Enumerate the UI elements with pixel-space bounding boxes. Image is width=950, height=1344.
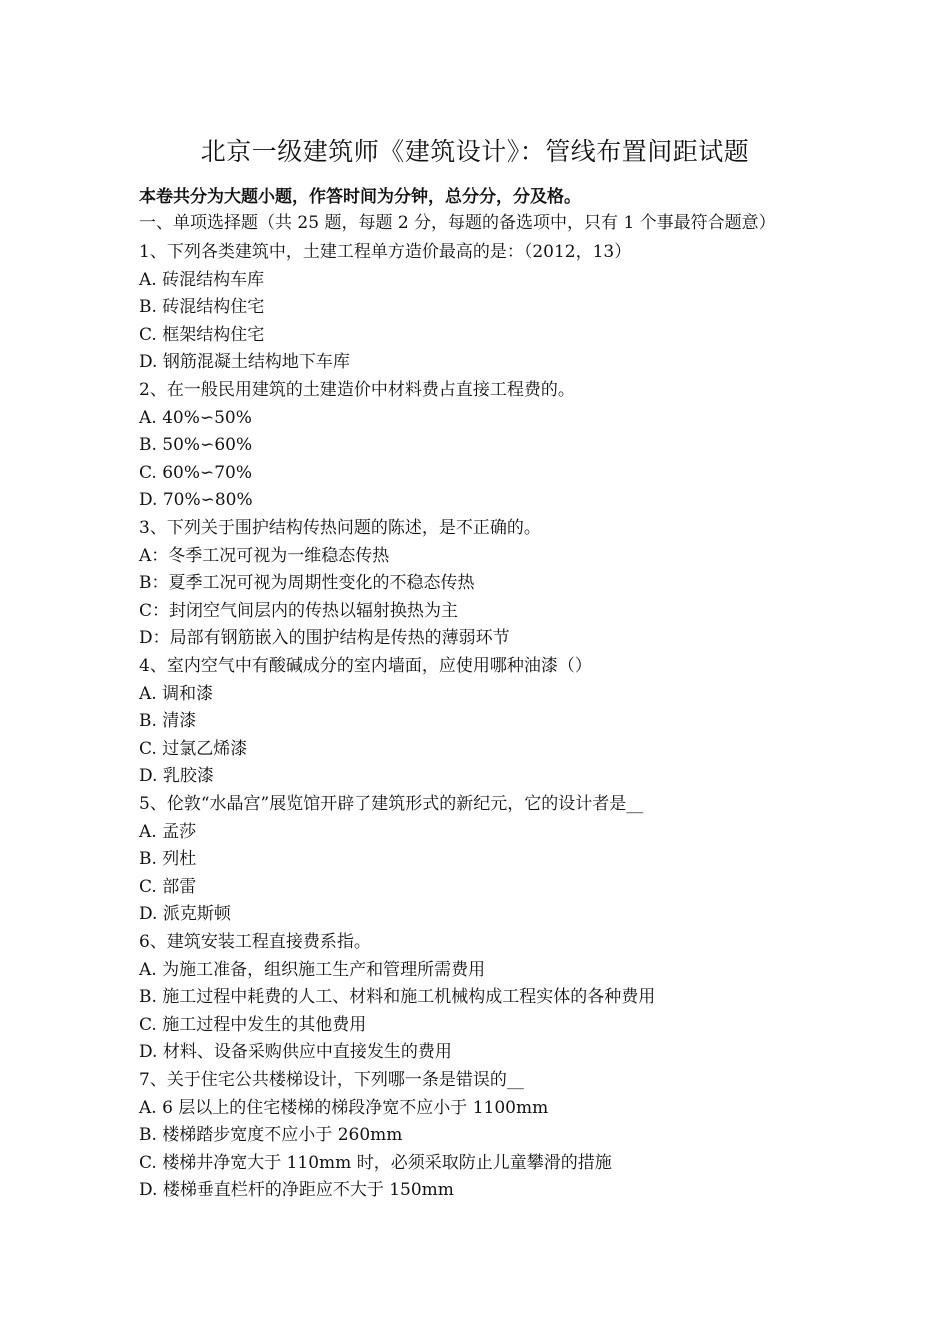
question-4 (139, 653, 819, 791)
option-a: A. 调和漆 (139, 683, 214, 704)
option-d: D. 乳胶漆 (139, 766, 214, 787)
document-body (139, 184, 819, 1205)
section-heading: 一、单项选择题（共 25 题，每题 2 分，每题的备选项中，只有 1 个事最符合题意） (139, 212, 776, 233)
option-b: B. 楼梯踏步宽度不应小于 260mm (139, 1125, 403, 1146)
option-c: C. 框架结构住宅 (139, 324, 265, 345)
option-c: C. 60%∽70% (139, 462, 253, 483)
option-d: D. 钢筋混凝土结构地下车库 (139, 352, 350, 373)
question-1 (139, 239, 819, 377)
option-a: A. 孟莎 (139, 821, 197, 842)
option-d: D. 材料、设备采购供应中直接发生的费用 (139, 1042, 452, 1063)
option-a: A. 砖混结构车库 (139, 269, 265, 290)
question-stem: 5、伦敦“水晶宫”展览馆开辟了建筑形式的新纪元，它的设计者是__ (139, 793, 644, 814)
question-7 (139, 1067, 819, 1205)
option-a: A：冬季工况可视为一维稳态传热 (139, 545, 390, 566)
option-d: D. 70%∽80% (139, 490, 253, 511)
option-a: A. 6 层以上的住宅楼梯的梯段净宽不应小于 1100mm (139, 1097, 549, 1118)
question-5 (139, 791, 819, 929)
question-stem: 7、关于住宅公共楼梯设计，下列哪一条是错误的__ (139, 1069, 524, 1090)
option-b: B. 砖混结构住宅 (139, 297, 265, 318)
question-3 (139, 515, 819, 653)
question-stem: 4、室内空气中有酸碱成分的室内墙面，应使用哪种油漆（） (139, 656, 592, 676)
question-stem: 1、下列各类建筑中，土建工程单方造价最高的是：（2012，13） (139, 242, 632, 263)
option-c: C. 部雷 (139, 876, 197, 897)
option-c: C. 过氯乙烯漆 (139, 738, 248, 759)
option-b: B. 清漆 (139, 711, 197, 732)
question-stem: 2、在一般民用建筑的土建造价中材料费占直接工程费的。 (139, 380, 575, 401)
document-title: 北京一级建筑师《建筑设计》：管线布置间距试题 (200, 137, 750, 166)
option-d: D. 派克斯顿 (139, 904, 231, 925)
question-2 (139, 377, 819, 515)
option-a: A. 为施工准备，组织施工生产和管理所需费用 (139, 959, 486, 980)
option-b: B. 列杜 (139, 849, 197, 870)
question-stem: 6、建筑安装工程直接费系指。 (139, 931, 371, 952)
question-6 (139, 929, 819, 1067)
option-a: A. 40%∽50% (139, 407, 252, 428)
option-b: B. 50%∽60% (139, 435, 253, 456)
option-b: B：夏季工况可视为周期性变化的不稳态传热 (139, 573, 475, 594)
option-c: C. 施工过程中发生的其他费用 (139, 1014, 367, 1035)
intro-text: 本卷共分为大题小题，作答时间为分钟，总分分，分及格。 (139, 187, 581, 207)
option-d: D：局部有钢筋嵌入的围护结构是传热的薄弱环节 (139, 628, 510, 649)
option-c: C. 楼梯井净宽大于 110mm 时，必须采取防止儿童攀滑的措施 (139, 1152, 612, 1173)
option-b: B. 施工过程中耗费的人工、材料和施工机械构成工程实体的各种费用 (139, 987, 656, 1008)
option-d: D. 楼梯垂直栏杆的净距应不大于 150mm (139, 1180, 454, 1201)
question-stem: 3、下列关于围护结构传热问题的陈述，是不正确的。 (139, 518, 541, 539)
option-c: C：封闭空气间层内的传热以辐射换热为主 (139, 600, 459, 621)
